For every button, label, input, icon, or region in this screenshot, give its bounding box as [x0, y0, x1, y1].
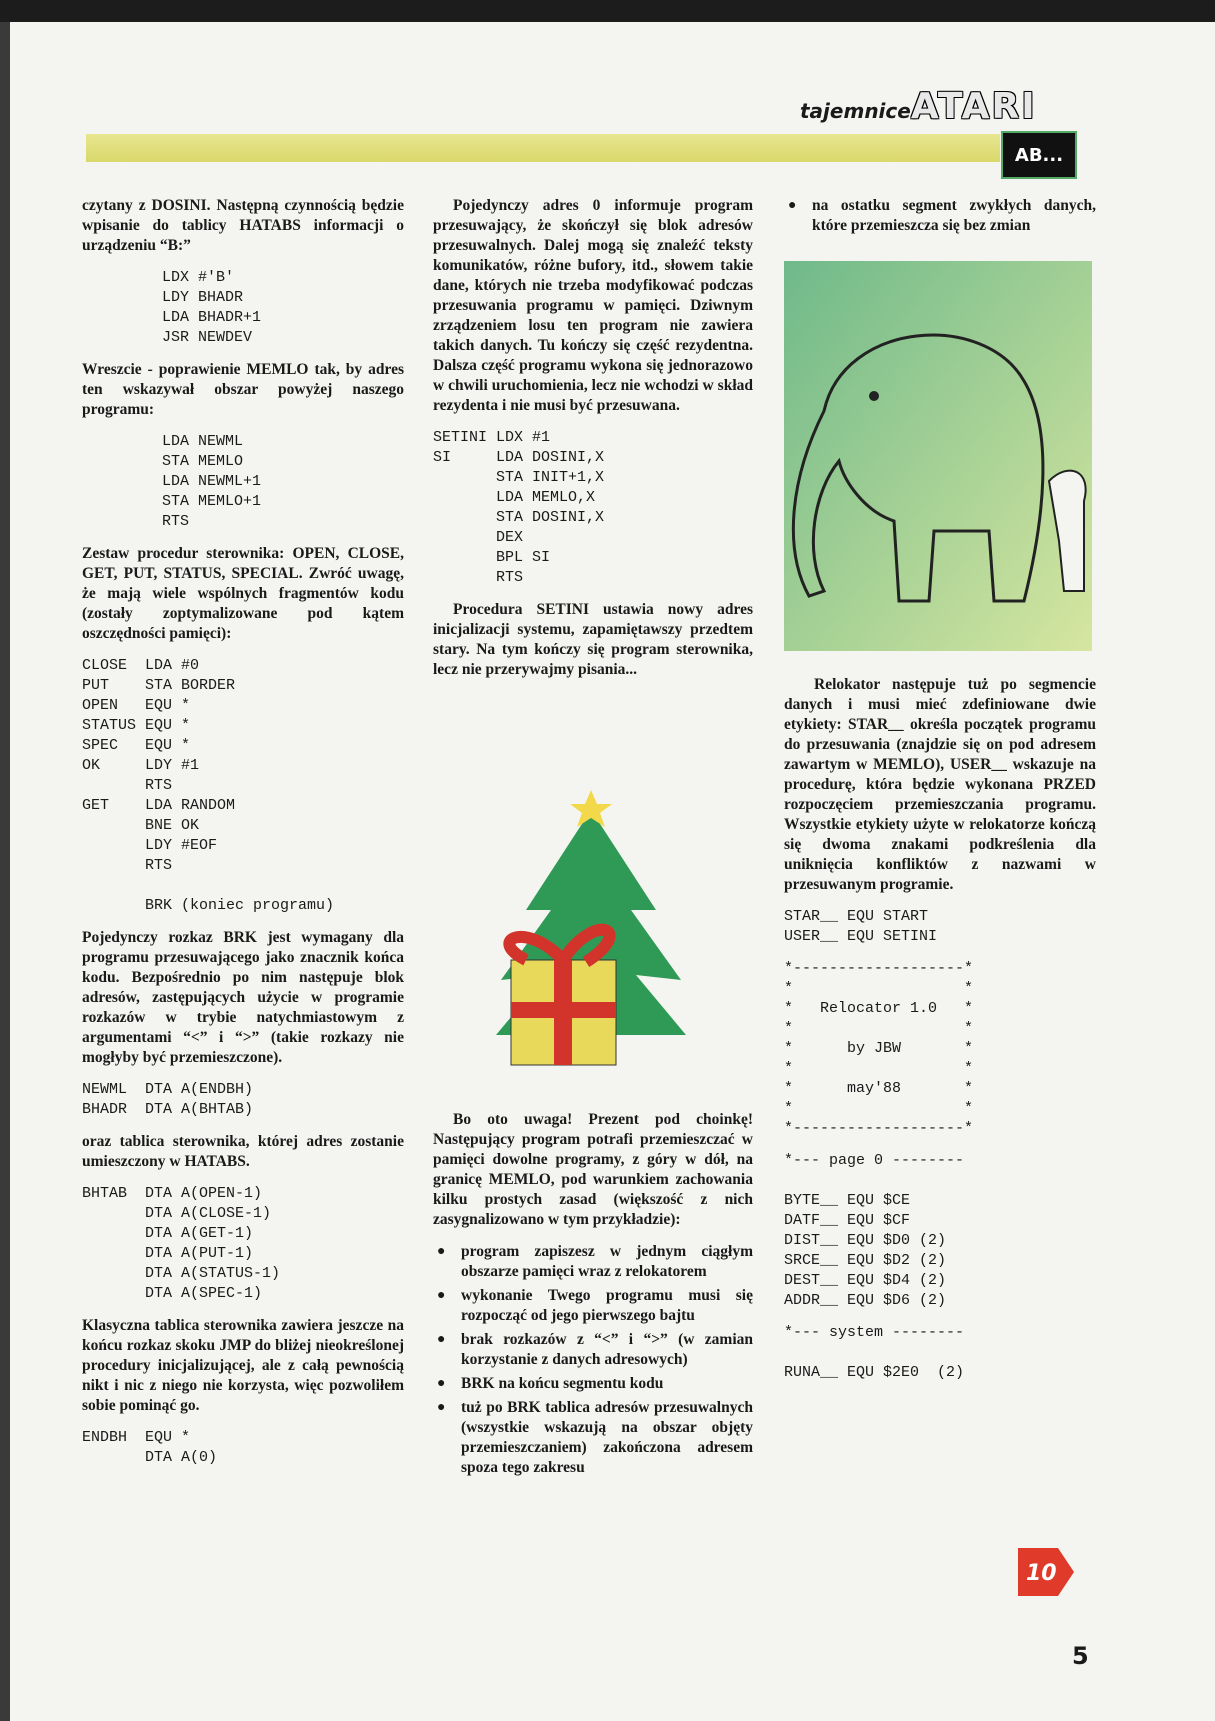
column-2: [433, 196, 753, 692]
paragraph: czytany z DOSINI. Następną czynnością będzie wpisanie do tablicy HATABS informacji o urządzeniu “B:”: [82, 197, 404, 254]
code-block: SETINI LDX #1 SI LDA DOSINI,X STA INIT+1,X LDA MEMLO,X STA DOSINI,X DEX BPL SI RTS: [433, 429, 605, 586]
list-item: ● na ostatku segment zwykłych danych, które przemieszcza się bez zmian: [784, 196, 1096, 236]
code-block: CLOSE LDA #0 PUT STA BORDER OPEN EQU * STATUS EQU * SPEC EQU * OK LDY #1 RTS GET LDA RANDOM BNE OK LDY #EOF RTS BRK (koniec programu): [82, 657, 335, 914]
list-item: ● wykonanie Twego programu musi się rozpocząć od jego pierwszego bajtu: [433, 1286, 753, 1326]
paragraph: Relokator następuje tuż po segmencie danych i musi mieć zdefiniowane dwie etykiety: STAR__ określa początek programu do przesuwania (znajdzie się on pod adresem zawartym w MEMLO), USER__ wskazuje na procedurę, która będzie wykonana PRZED rozpoczęciem przemieszczania programu. Wszystkie etykiety użyte w relokatorze kończą się dwoma znakami podkreślenia dla uniknięcia konfliktów z nazwami w przesuwanym programie.: [784, 676, 1096, 893]
code-block: *-------------------* * * * Relocator 1.0 * * * * by JBW * * * * may'88 * * * *-------------------*: [784, 960, 974, 1137]
column-1: [82, 196, 404, 1480]
paragraph: Klasyczna tablica sterownika zawiera jeszcze na końcu rozkaz skoku JMP do bliżej nieokreślonej procedury inicjalizującej, ale z całą pewnością nikt i nic z niego nie korzysta, więc pozwoliłem sobie pominąć go.: [82, 1317, 404, 1414]
paragraph: Pojedynczy rozkaz BRK jest wymagany dla programu przesuwającego jako znacznik końca kodu. Bezpośrednio po nim następuje blok adresów, zastępujących użycie w programie rozkazów w trybie natychmiastowym z argumentami “<” i “>” (takie rozkazy nie mogłyby być przemieszczone).: [82, 929, 404, 1066]
code-block: BHTAB DTA A(OPEN-1) DTA A(CLOSE-1) DTA A(GET-1) DTA A(PUT-1) DTA A(STATUS-1) DTA A(SPEC-1): [82, 1185, 281, 1302]
paragraph: Bo oto uwaga! Prezent pod choinkę! Następujący program potrafi przemieszczać w pamięci dowolne programy, z góry w dół, na granicę MEMLO, pod warunkiem zachowania kilku prostych zasad (większość z nich zasygnalizowano w tym przykładzie):: [433, 1111, 753, 1228]
list-item: ● tuż po BRK tablica adresów przesuwalnych (wszystkie wskazują na obszar objęty przemieszczaniem) zakończona adresem spoza tego zakresu: [433, 1398, 753, 1478]
code-block: STAR__ EQU START USER__ EQU SETINI: [784, 908, 938, 945]
brand-prefix: tajemnice: [800, 99, 911, 123]
code-block: *--- page 0 -------- BYTE__ EQU $CE DATF__ EQU $CF DIST__ EQU $D0 (2) SRCE__ EQU $D2 (2) DEST__ EQU $D4 (2) ADDR__ EQU $D6 (2): [784, 1152, 965, 1309]
paragraph: Wreszcie - poprawienie MEMLO tak, by adres ten wskazywał obszar powyżej naszego programu:: [82, 361, 404, 418]
rules-list-continued: [784, 196, 1096, 236]
column-2-lower: [433, 1110, 753, 1482]
list-item: ● BRK na końcu segmentu kodu: [433, 1374, 753, 1394]
paragraph: Procedura SETINI ustawia nowy adres inicjalizacji systemu, zapamiętawszy przedtem stary. Na tym kończy się program sterownika, lecz nie przerywajmy pisania...: [433, 601, 753, 678]
brand-logo: [800, 86, 1037, 127]
code-block: ENDBH EQU * DTA A(0): [82, 1429, 218, 1466]
next-page-arrow-icon: [1018, 1548, 1074, 1596]
list-item: ● program zapiszesz w jednym ciągłym obszarze pamięci wraz z relokatorem: [433, 1242, 753, 1282]
column-3: [784, 196, 1096, 240]
paragraph: Zestaw procedur sterownika: OPEN, CLOSE, GET, PUT, STATUS, SPECIAL. Zwróć uwagę, że mają wiele wspólnych fragmentów kodu (zostały zoptymalizowane pod kątem oszczędności pamięci):: [82, 545, 404, 642]
scan-left-edge: [0, 22, 10, 1721]
code-block: LDA NEWML STA MEMLO LDA NEWML+1 STA MEMLO+1 RTS: [162, 433, 262, 530]
paragraph: oraz tablica sterownika, której adres zostanie umieszczony w HATABS.: [82, 1133, 404, 1170]
page-number: 5: [1072, 1642, 1089, 1670]
code-block: NEWML DTA A(ENDBH) BHADR DTA A(BHTAB): [82, 1081, 254, 1118]
rules-list: [433, 1242, 753, 1478]
brand-name: ATARI: [910, 86, 1037, 127]
elephant-cartoon-illustration: [784, 261, 1092, 651]
code-block: *--- system -------- RUNA__ EQU $2E0 (2): [784, 1324, 965, 1381]
christmas-tree-gift-illustration: [466, 790, 716, 1080]
elephant-eye-icon: [869, 391, 879, 401]
paragraph: Pojedynczy adres 0 informuje program przesuwający, że skończył się blok adresów przesuwalnych. Dalej mogą się znaleźć teksty komunikatów, różne bufory, itd., słowem takie dane, których nie trzeba modyfikować podczas przesuwania programu w pamięci. Dziwnym zrządzeniem losu ten program nie zawiera takich danych. Tu kończy się część rezydentna. Dalsza część programu wykona się jednorazowo w chwili uruchomienia, lecz nie wchodzi w skład rezydenta i nie musi być przesuwana.: [433, 197, 753, 414]
next-page-number: 10: [1026, 1561, 1057, 1586]
header-stripe: [86, 134, 1000, 162]
code-block: LDX #'B' LDY BHADR LDA BHADR+1 JSR NEWDEV: [162, 269, 262, 346]
column-3-lower: [784, 675, 1096, 1395]
section-badge: AB...: [1001, 131, 1077, 179]
list-item: ● brak rozkazów z “<” i “>” (w zamian korzystanie z danych adresowych): [433, 1330, 753, 1370]
scan-top-border: [0, 0, 1215, 22]
